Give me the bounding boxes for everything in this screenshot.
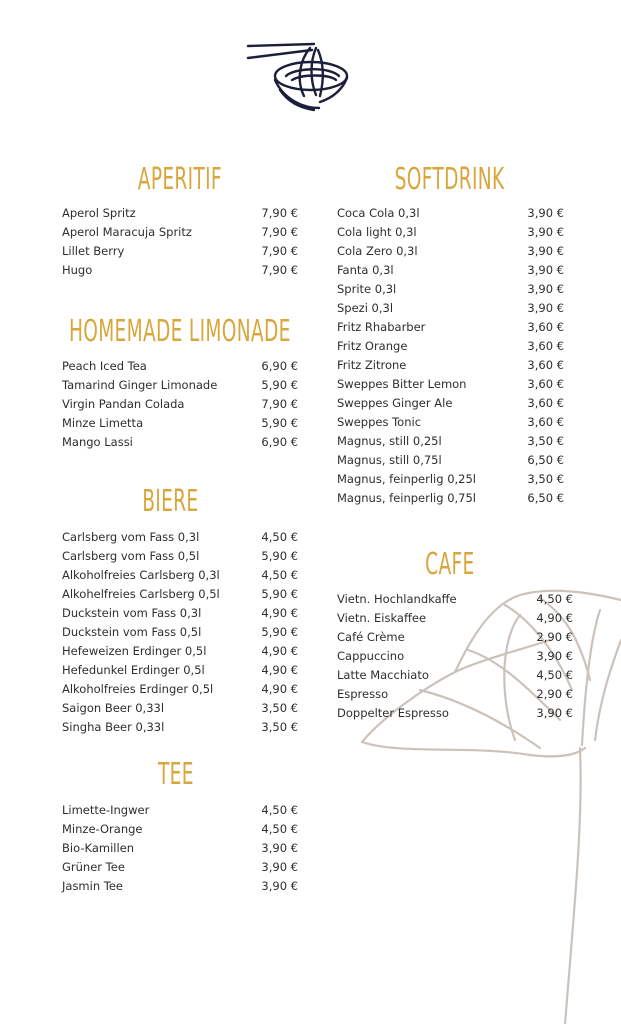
item-price: 3,60 € [527, 320, 564, 334]
item-name: Cola light 0,3l [337, 225, 417, 239]
menu-item [337, 432, 564, 451]
item-name: Magnus, feinperlig 0,25l [337, 472, 477, 486]
item-price: 3,60 € [527, 358, 564, 372]
item-price: 4,90 € [261, 606, 298, 620]
section-title: SOFTDRINK [395, 162, 505, 197]
menu-item [337, 704, 573, 723]
item-name: Café Crème [337, 630, 405, 644]
item-price: 3,90 € [527, 206, 564, 220]
menu-item [62, 718, 298, 737]
item-name: Singha Beer 0,33l [62, 720, 165, 734]
item-price: 3,50 € [527, 434, 564, 448]
item-price: 5,90 € [261, 549, 298, 563]
item-name: Alkoholfreies Erdinger 0,5l [62, 682, 214, 696]
item-name: Cola Zero 0,3l [337, 244, 418, 258]
menu-item [337, 261, 564, 280]
item-price: 3,60 € [527, 396, 564, 410]
menu-item [337, 242, 564, 261]
item-price: 4,50 € [536, 668, 573, 682]
menu-item [337, 299, 564, 318]
section-title: BIERE [141, 484, 199, 519]
item-name: Aperol Maracuja Spritz [62, 225, 192, 239]
item-name: Alkoholfreies Carlsberg 0,3l [62, 568, 220, 582]
section-heading-softdrink [250, 163, 621, 197]
menu-item [337, 337, 564, 356]
menu-item [62, 414, 298, 433]
menu-item [337, 470, 564, 489]
item-price: 7,90 € [261, 244, 298, 258]
item-name: Hefeweizen Erdinger 0,5l [62, 644, 207, 658]
item-price: 4,50 € [261, 803, 298, 817]
menu-item [337, 666, 573, 685]
item-price: 3,90 € [261, 841, 298, 855]
menu-item [62, 357, 298, 376]
menu-item [62, 858, 298, 877]
section-heading-limonade [0, 315, 380, 349]
item-price: 6,50 € [527, 491, 564, 505]
item-price: 3,90 € [261, 879, 298, 893]
menu-item [337, 647, 573, 666]
item-name: Sweppes Ginger Ale [337, 396, 453, 410]
section-heading-biere [0, 485, 370, 519]
menu-item [62, 585, 298, 604]
menu-item [337, 356, 564, 375]
item-price: 5,90 € [261, 587, 298, 601]
item-price: 3,50 € [261, 701, 298, 715]
menu-item [337, 590, 573, 609]
item-price: 3,50 € [261, 720, 298, 734]
menu-item [62, 204, 298, 223]
menu-item [337, 489, 564, 508]
menu-item [62, 395, 298, 414]
item-name: Duckstein vom Fass 0,5l [62, 625, 202, 639]
item-price: 3,90 € [527, 263, 564, 277]
item-name: Sprite 0,3l [337, 282, 397, 296]
section-title: CAFE [425, 547, 475, 582]
item-name: Bio-Kamillen [62, 841, 135, 855]
item-price: 7,90 € [261, 206, 298, 220]
item-price: 7,90 € [261, 397, 298, 411]
item-price: 5,90 € [261, 625, 298, 639]
item-price: 7,90 € [261, 225, 298, 239]
item-price: 3,60 € [527, 377, 564, 391]
item-name: Fanta 0,3l [337, 263, 394, 277]
section-title: HOMEMADE LIMONADE [69, 314, 291, 349]
item-name: Lillet Berry [62, 244, 125, 258]
item-name: Espresso [337, 687, 389, 701]
item-price: 4,50 € [536, 592, 573, 606]
menu-item [337, 394, 564, 413]
item-price: 3,90 € [527, 282, 564, 296]
item-price: 6,90 € [261, 435, 298, 449]
item-price: 3,60 € [527, 339, 564, 353]
menu-item [62, 376, 298, 395]
item-price: 6,50 € [527, 453, 564, 467]
menu-item [337, 223, 564, 242]
item-price: 2,90 € [536, 687, 573, 701]
menu-item [337, 451, 564, 470]
item-price: 3,90 € [527, 301, 564, 315]
noodle-bowl-logo-icon [244, 40, 354, 112]
item-name: Fritz Rhabarber [337, 320, 426, 334]
item-name: Magnus, still 0,75l [337, 453, 442, 467]
item-name: Coca Cola 0,3l [337, 206, 420, 220]
menu-item [62, 699, 298, 718]
menu-item [337, 375, 564, 394]
item-price: 3,90 € [536, 706, 573, 720]
item-name: Fritz Zitrone [337, 358, 407, 372]
menu-item [62, 801, 298, 820]
item-price: 4,50 € [261, 530, 298, 544]
item-name: Minze-Orange [62, 822, 143, 836]
item-name: Grüner Tee [62, 860, 125, 874]
section-heading-tee [0, 758, 376, 792]
item-name: Sweppes Bitter Lemon [337, 377, 467, 391]
item-name: Vietn. Hochlandkaffe [337, 592, 457, 606]
item-name: Duckstein vom Fass 0,3l [62, 606, 202, 620]
item-name: Peach Iced Tea [62, 359, 147, 373]
item-price: 4,50 € [261, 568, 298, 582]
item-name: Cappuccino [337, 649, 405, 663]
item-price: 2,90 € [536, 630, 573, 644]
item-price: 3,90 € [527, 244, 564, 258]
item-price: 4,90 € [261, 663, 298, 677]
menu-item [62, 528, 298, 547]
menu-item [337, 318, 564, 337]
item-name: Magnus, feinperlig 0,75l [337, 491, 477, 505]
item-name: Aperol Spritz [62, 206, 136, 220]
item-name: Jasmin Tee [62, 879, 123, 893]
menu-item [337, 685, 573, 704]
section-heading-cafe [250, 548, 621, 582]
menu-item [62, 604, 298, 623]
item-name: Spezi 0,3l [337, 301, 394, 315]
item-name: Virgin Pandan Colada [62, 397, 185, 411]
item-price: 3,50 € [527, 472, 564, 486]
item-name: Vietn. Eiskaffee [337, 611, 427, 625]
item-price: 3,90 € [261, 860, 298, 874]
item-name: Saigon Beer 0,33l [62, 701, 165, 715]
item-name: Latte Macchiato [337, 668, 429, 682]
item-name: Minze Limetta [62, 416, 144, 430]
item-name: Alkohelfreies Carlsberg 0,5l [62, 587, 220, 601]
menu-item [62, 433, 298, 452]
item-price: 4,90 € [261, 644, 298, 658]
item-name: Hugo [62, 263, 93, 277]
item-price: 3,90 € [536, 649, 573, 663]
menu-item [337, 280, 564, 299]
menu-item [62, 820, 298, 839]
menu-item [337, 609, 573, 628]
item-name: Fritz Orange [337, 339, 408, 353]
menu-item [62, 623, 298, 642]
item-name: Limette-Ingwer [62, 803, 150, 817]
menu-item [337, 204, 564, 223]
menu-item [62, 839, 298, 858]
item-price: 3,60 € [527, 415, 564, 429]
menu-item [62, 261, 298, 280]
item-name: Mango Lassi [62, 435, 133, 449]
item-name: Doppelter Espresso [337, 706, 449, 720]
menu-item [62, 242, 298, 261]
item-price: 5,90 € [261, 378, 298, 392]
menu-item [62, 223, 298, 242]
item-price: 7,90 € [261, 263, 298, 277]
item-name: Carlsberg vom Fass 0,5l [62, 549, 200, 563]
item-price: 3,90 € [527, 225, 564, 239]
menu-item [337, 413, 564, 432]
item-name: Carlsberg vom Fass 0,3l [62, 530, 200, 544]
section-title: APERITIF [137, 162, 223, 197]
menu-item [62, 877, 298, 896]
item-price: 4,90 € [261, 682, 298, 696]
menu-item [62, 680, 298, 699]
item-name: Hefedunkel Erdinger 0,5l [62, 663, 205, 677]
item-price: 4,50 € [261, 822, 298, 836]
item-price: 4,90 € [536, 611, 573, 625]
section-title: TEE [158, 757, 194, 792]
item-name: Sweppes Tonic [337, 415, 422, 429]
item-name: Magnus, still 0,25l [337, 434, 442, 448]
item-name: Tamarind Ginger Limonade [62, 378, 218, 392]
menu-item [62, 642, 298, 661]
item-price: 6,90 € [261, 359, 298, 373]
item-price: 5,90 € [261, 416, 298, 430]
menu-item [62, 661, 298, 680]
menu-item [337, 628, 573, 647]
